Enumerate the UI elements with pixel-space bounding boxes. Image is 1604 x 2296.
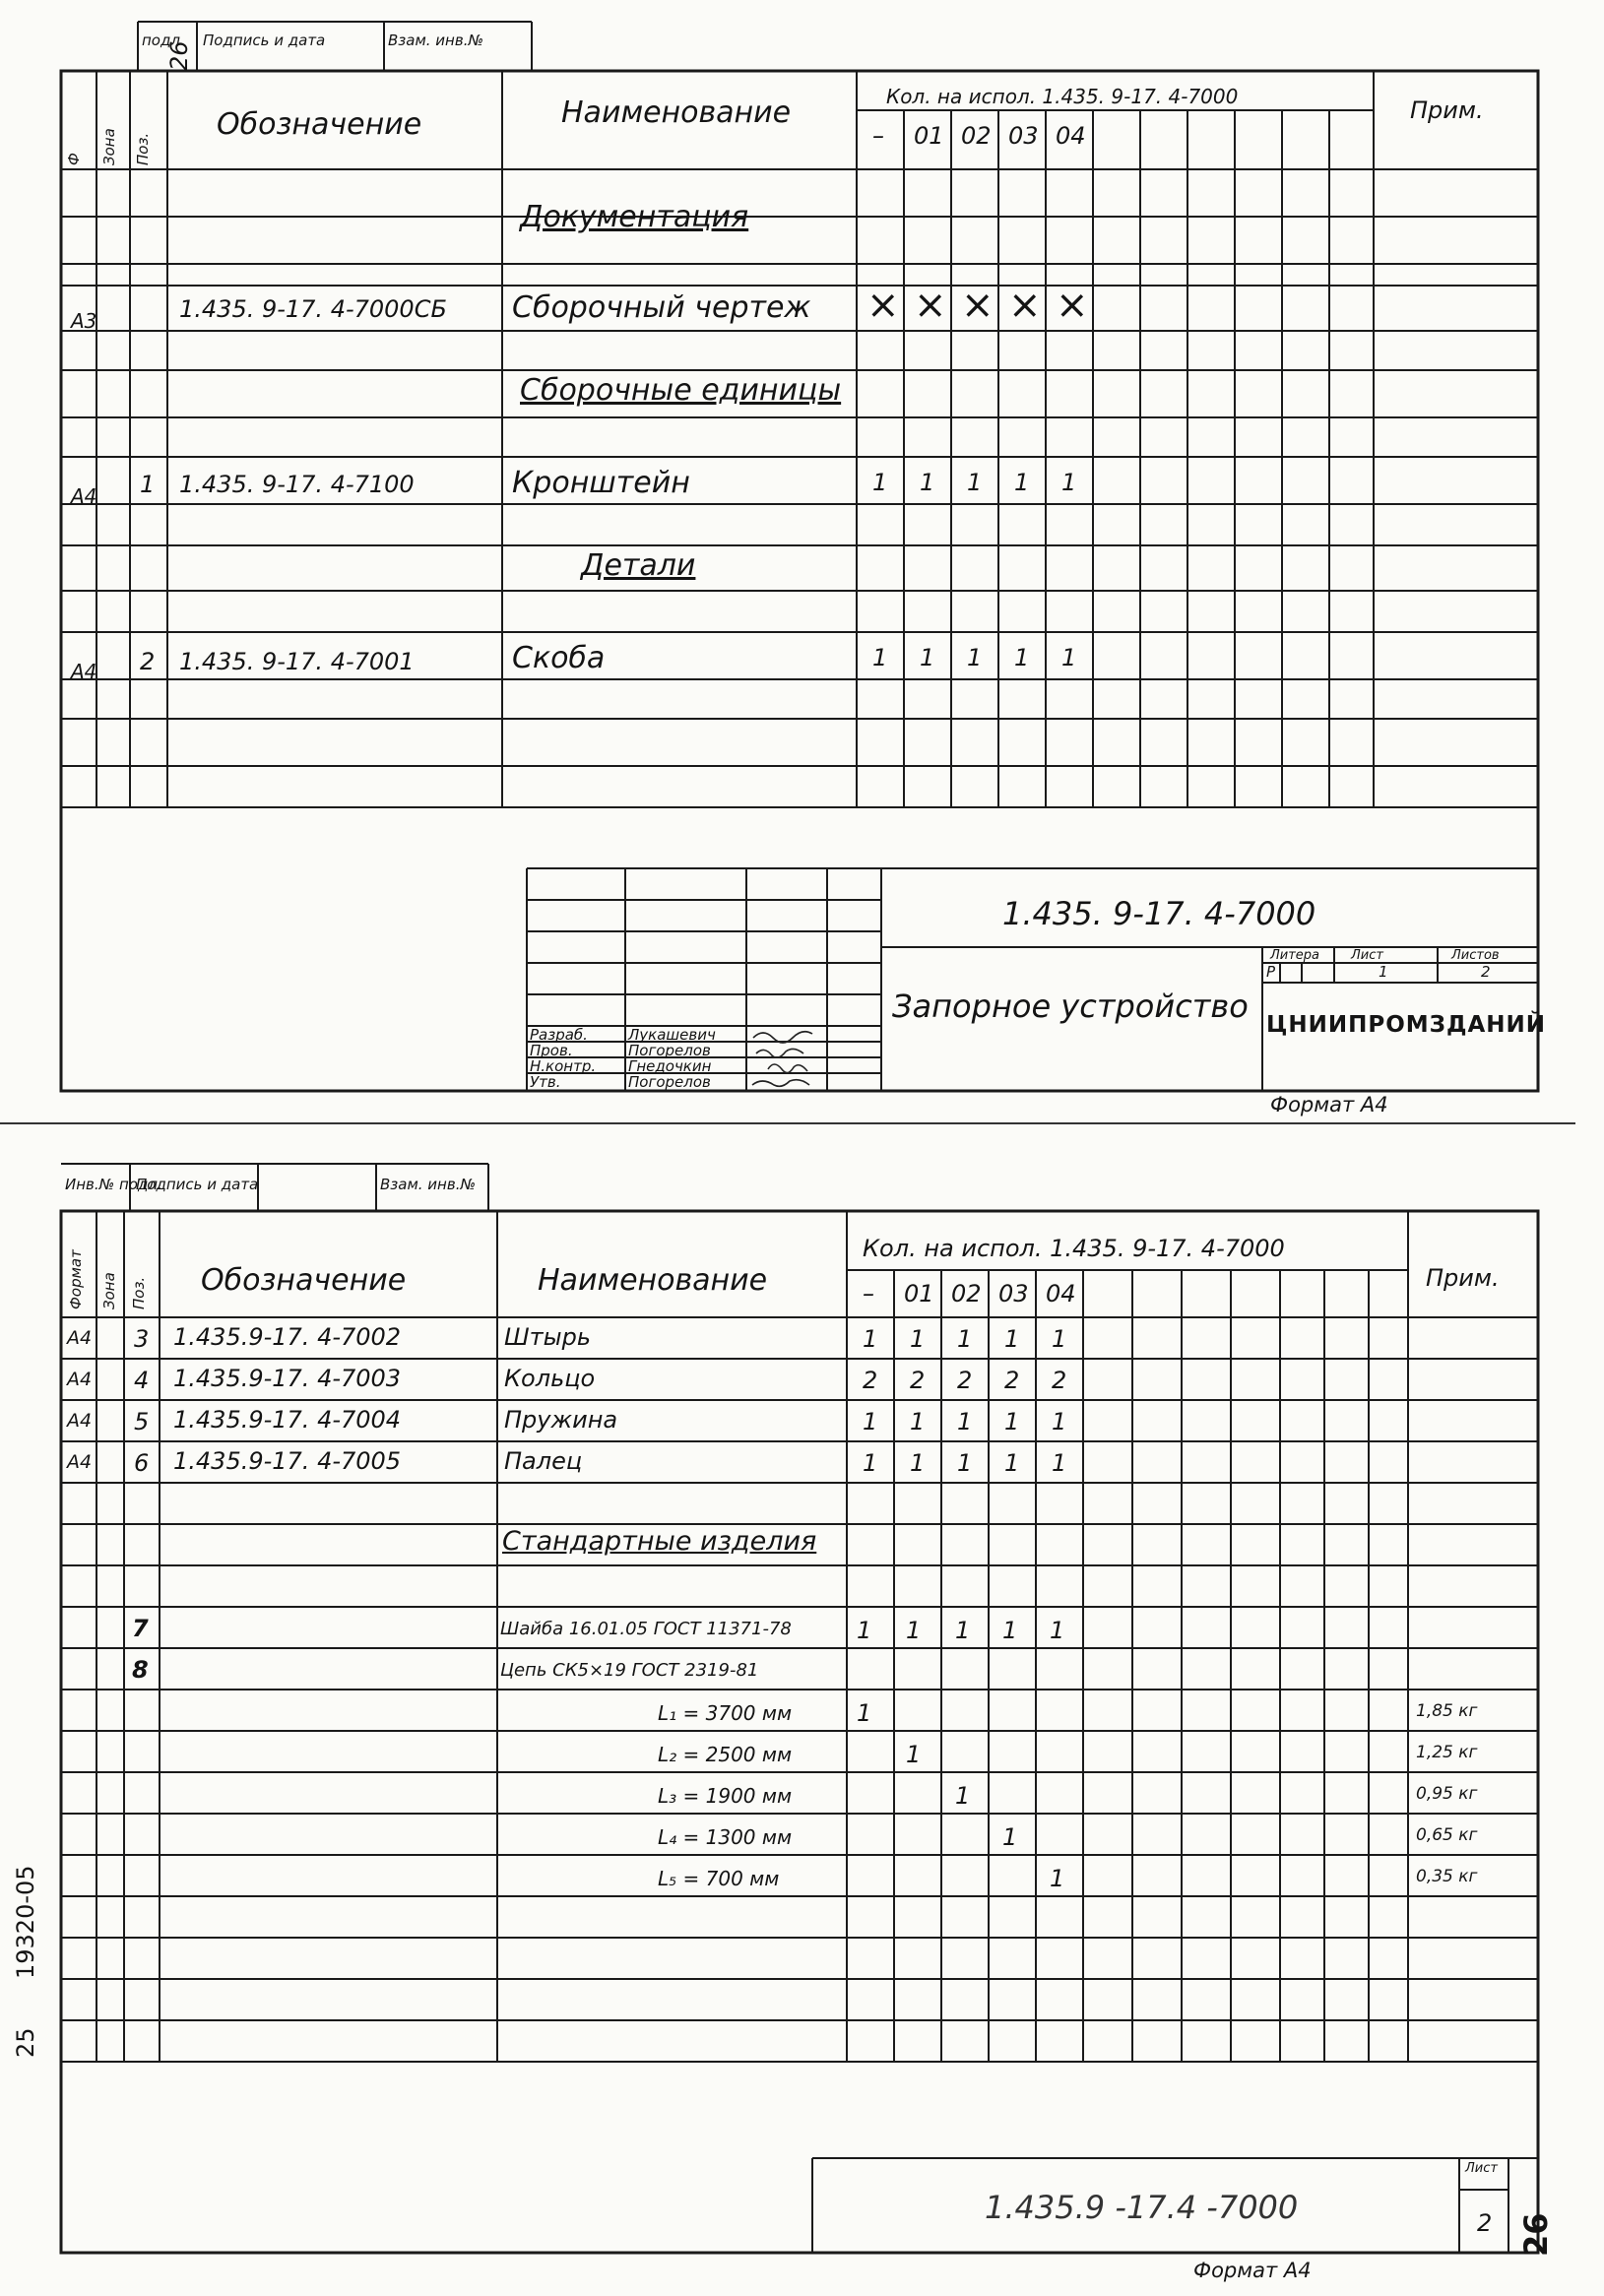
row-qty-0: 1 [872, 644, 888, 671]
row-qty-4: 2 [1052, 1367, 1067, 1394]
header-name: Наименование [538, 1263, 768, 1298]
row-qty-2: 1 [957, 1449, 973, 1477]
row-pos: 2 [140, 648, 156, 675]
row-qty-3: 1 [1014, 469, 1030, 496]
length-note: 0,35 кг [1416, 1867, 1478, 1886]
row-qty-3: 1 [1004, 1408, 1020, 1435]
header-note: Прим. [1426, 1264, 1500, 1292]
row-qty-2: × [961, 283, 994, 328]
row-qty-0: 2 [863, 1367, 878, 1394]
stamp-c2: Подпись и дата [203, 32, 326, 49]
row-qty-1: 1 [906, 1617, 922, 1644]
sheets-label: Листов [1451, 948, 1500, 963]
person-4: Погорелов [628, 1073, 711, 1091]
header-qty-title: Кол. на испол. 1.435. 9-17. 4-7000 [886, 85, 1239, 108]
row-qty-3: 1 [1002, 1617, 1018, 1644]
row-qty-2: 1 [957, 1408, 973, 1435]
row-qty-2: 1 [957, 1325, 973, 1353]
stamp-sheet-no: 26 [165, 40, 193, 71]
row-name: Кронштейн [512, 466, 690, 500]
row-qty-3: 1 [1004, 1325, 1020, 1353]
stamp-c3: Взам. инв.№ [380, 1176, 477, 1193]
row-pos: 4 [134, 1367, 150, 1394]
row-qty-3: 1 [1014, 644, 1030, 671]
title-block-code: 1.435. 9-17. 4-7000 [1002, 895, 1316, 932]
length-note: 1,25 кг [1416, 1743, 1478, 1762]
stamp-c1: Инв.№ подл. [65, 1176, 162, 1193]
section-assemblies: Сборочные единицы [520, 373, 842, 408]
row-qty-2: 1 [955, 1617, 971, 1644]
row-qty-0: 1 [872, 469, 888, 496]
stamp-c1: подл [142, 32, 180, 49]
length-label: L₅ = 700 мм [658, 1867, 780, 1890]
length-qty: 1 [1050, 1865, 1065, 1892]
row-qty-4: 1 [1050, 1617, 1065, 1644]
row-name: Штырь [504, 1323, 591, 1351]
row-qty-1: 1 [920, 469, 935, 496]
row-format: А4 [67, 1410, 93, 1432]
variant-1: 01 [904, 1280, 934, 1307]
row-name: Кольцо [504, 1365, 596, 1392]
row-format: А4 [67, 1451, 93, 1473]
row-qty-4: 1 [1052, 1449, 1067, 1477]
lit-value: Р [1266, 963, 1276, 981]
side-code: 19320-05 [12, 1865, 39, 1979]
signatures [748, 1026, 827, 1091]
row-qty-1: 2 [910, 1367, 926, 1394]
header-zone: Зона [100, 1272, 118, 1309]
format-label: Формат А4 [1193, 2259, 1312, 2282]
row-qty-0: 1 [863, 1408, 878, 1435]
length-qty: 1 [906, 1741, 922, 1768]
row-qty-2: 2 [957, 1367, 973, 1394]
footer-code: 1.435.9 -17.4 -7000 [985, 2189, 1299, 2226]
header-designation: Обозначение [201, 1263, 407, 1298]
row-qty-1: 1 [920, 644, 935, 671]
row-pos: 1 [140, 471, 156, 498]
section-parts: Детали [581, 548, 696, 583]
row-qty-1: × [914, 283, 947, 328]
row-name: Скоба [512, 641, 606, 675]
row-pos: 6 [134, 1449, 150, 1477]
row-qty-3: × [1008, 283, 1042, 328]
row-qty-4: × [1056, 283, 1089, 328]
role-2: Пров. [530, 1042, 573, 1059]
row-qty-1: 1 [910, 1325, 926, 1353]
row-qty-4: 1 [1052, 1325, 1067, 1353]
row-qty-0: 1 [857, 1617, 872, 1644]
length-label: L₁ = 3700 мм [658, 1701, 793, 1725]
row-qty-2: 1 [967, 644, 983, 671]
variant-0: – [863, 1280, 874, 1307]
row-qty-4: 1 [1061, 469, 1077, 496]
title-block-title: Запорное устройство [892, 988, 1249, 1025]
header-zone: Зона [100, 128, 118, 165]
row-format: А4 [71, 660, 97, 683]
row-qty-2: 1 [967, 469, 983, 496]
header-format: Формат [67, 1249, 85, 1309]
header-name: Наименование [561, 96, 792, 130]
variant-3: 03 [1008, 122, 1039, 150]
section-docs: Документация [520, 200, 749, 234]
length-note: 0,65 кг [1416, 1825, 1478, 1845]
length-qty: 1 [955, 1782, 971, 1810]
person-3: Гнедочкин [628, 1057, 712, 1075]
variant-2: 02 [951, 1280, 982, 1307]
role-3: Н.контр. [530, 1057, 597, 1075]
role-1: Разраб. [530, 1026, 588, 1044]
row-designation: 1.435.9-17. 4-7004 [173, 1406, 402, 1434]
row-qty-4: 1 [1052, 1408, 1067, 1435]
org-name: ЦНИИПРОМЗДАНИЙ [1266, 1012, 1547, 1038]
sheet-value: 1 [1379, 963, 1388, 981]
row-format: А4 [67, 1327, 93, 1349]
row-qty-0: 1 [863, 1325, 878, 1353]
variant-4: 04 [1046, 1280, 1076, 1307]
footer-sheet-value: 2 [1477, 2209, 1493, 2237]
row-name: Пружина [504, 1406, 618, 1434]
length-note: 1,85 кг [1416, 1701, 1478, 1721]
length-qty: 1 [1002, 1823, 1018, 1851]
format-label: Формат А4 [1270, 1093, 1388, 1116]
stamp-c2: Подпись и дата [136, 1176, 259, 1193]
person-1: Лукашевич [628, 1026, 716, 1044]
length-label: L₄ = 1300 мм [658, 1825, 793, 1849]
row-designation: 1.435. 9-17. 4-7000СБ [179, 295, 447, 323]
header-qty-title: Кол. на испол. 1.435. 9-17. 4-7000 [863, 1235, 1285, 1262]
variant-0: – [872, 122, 884, 150]
variant-3: 03 [998, 1280, 1029, 1307]
variant-2: 02 [961, 122, 992, 150]
row-qty-1: 1 [910, 1408, 926, 1435]
variant-4: 04 [1056, 122, 1086, 150]
row-name: Палец [504, 1447, 583, 1475]
footer-sheet-label: Лист [1465, 2161, 1498, 2176]
lit-label: Литера [1270, 948, 1320, 963]
header-designation: Обозначение [217, 107, 422, 142]
row-qty-3: 2 [1004, 1367, 1020, 1394]
row-qty-4: 1 [1061, 644, 1077, 671]
sheet-label: Лист [1351, 948, 1383, 963]
row-designation: 1.435.9-17. 4-7005 [173, 1447, 402, 1475]
row-qty-0: × [866, 283, 900, 328]
page-corner-number: 26 [1517, 2212, 1555, 2257]
section-standard-items: Стандартные изделия [502, 1526, 817, 1557]
row-format: А4 [67, 1369, 93, 1390]
length-label: L₂ = 2500 мм [658, 1743, 793, 1766]
length-qty: 1 [857, 1699, 872, 1727]
row-qty-1: 1 [910, 1449, 926, 1477]
side-page: 25 [12, 2027, 39, 2058]
row-pos: 5 [134, 1408, 150, 1435]
row-name: Цепь СК5×19 ГОСТ 2319-81 [500, 1660, 759, 1681]
row-format: А4 [71, 484, 97, 508]
row-qty-0: 1 [863, 1449, 878, 1477]
header-pos: Поз. [134, 132, 152, 165]
length-note: 0,95 кг [1416, 1784, 1478, 1804]
row-format: А3 [71, 309, 97, 333]
row-name: Шайба 16.01.05 ГОСТ 11371-78 [500, 1619, 792, 1639]
row-pos: 3 [134, 1325, 150, 1353]
header-note: Прим. [1410, 96, 1484, 124]
header-pos: Поз. [130, 1276, 148, 1309]
length-label: L₃ = 1900 мм [658, 1784, 793, 1808]
row-qty-3: 1 [1004, 1449, 1020, 1477]
variant-1: 01 [914, 122, 944, 150]
header-format: Ф [65, 153, 83, 165]
sheets-value: 2 [1481, 963, 1491, 981]
stamp-c3: Взам. инв.№ [388, 32, 484, 49]
row-designation: 1.435. 9-17. 4-7001 [179, 648, 415, 675]
row-name: Сборочный чертеж [512, 290, 811, 325]
person-2: Погорелов [628, 1042, 711, 1059]
row-designation: 1.435.9-17. 4-7003 [173, 1365, 402, 1392]
row-pos: 7 [132, 1615, 149, 1642]
role-4: Утв. [530, 1073, 561, 1091]
row-designation: 1.435. 9-17. 4-7100 [179, 471, 415, 498]
row-pos: 8 [132, 1656, 149, 1684]
row-designation: 1.435.9-17. 4-7002 [173, 1323, 402, 1351]
sheet-separator [0, 1122, 1575, 1124]
